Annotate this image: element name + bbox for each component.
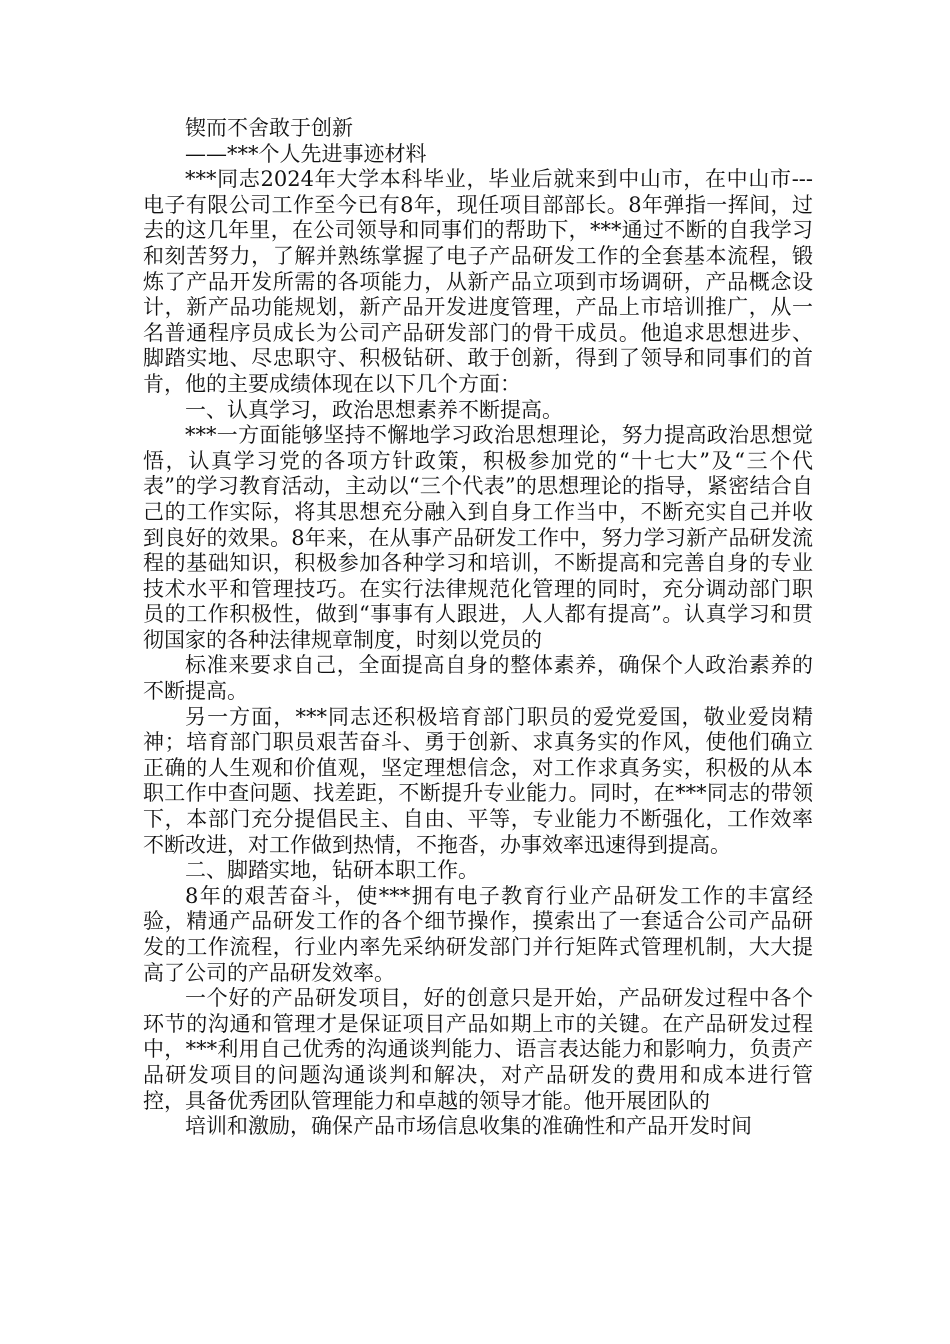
- document-title: 锲而不舍敢于创新: [185, 116, 353, 140]
- paragraph: 培训和激励，确保产品市场信息收集的准确性和产品开发时间: [185, 1114, 752, 1139]
- document-subtitle: ——***个人先进事迹材料: [185, 141, 427, 166]
- paragraph: ***同志2024年大学本科毕业，毕业后就来到中山市，在中山市---电子有限公司工作至今已有8年，现任项目部部长。8年弹指一挥间，过去的这几年里，在公司领导和同事们的帮助下，***通过不断的自我学习和刻苦努力，了解并熟练掌握了电子产品研发工作的全套基本流程，锻炼了产品开发所需的各项能力，从新产品立项到市场调研，产品概念设计，新产品功能规划，新产品开发进度管理，产品上市培训推广，从一名普通程序员成长为公司产品研发部门的骨干成员。他追求思想进步、脚踏实地、尽忠职守、积极钻研、敢于创新，得到了领导和同事们的首肯，他的主要成绩体现在以下几个方面：: [143, 167, 813, 396]
- paragraph: 8年的艰苦奋斗，使***拥有电子教育行业产品研发工作的丰富经验，精通产品研发工作的各个细节操作，摸索出了一套适合公司产品研发的工作流程，行业内率先采纳研发部门并行矩阵式管理机制，大大提高了公司的产品研发效率。: [143, 883, 813, 985]
- paragraph: ***一方面能够坚持不懈地学习政治思想理论，努力提高政治思想觉悟，认真学习党的各项方针政策，积极参加党的“十七大”及“三个代表”的学习教育活动，主动以“三个代表”的思想理论的指导，紧密结合自己的工作实际，将其思想充分融入到自身工作当中，不断充实自己并收到良好的效果。8年来，在从事产品研发工作中，努力学习新产品研发流程的基础知识，积极参加各种学习和培训，不断提高和完善自身的专业技术水平和管理技巧。在实行法律规范化管理的同时，充分调动部门职员的工作积极性，做到“事事有人跟进，人人都有提高”。认真学习和贯彻国家的各种法律规章制度，时刻以党员的: [143, 423, 813, 652]
- paragraph: 标准来要求自己，全面提高自身的整体素养，确保个人政治素养的不断提高。: [143, 653, 813, 704]
- section-heading: 二、脚踏实地，钻研本职工作。: [185, 858, 479, 883]
- section-heading: 一、认真学习，政治思想素养不断提高。: [185, 397, 563, 422]
- paragraph: 一个好的产品研发项目，好的创意只是开始，产品研发过程中各个环节的沟通和管理才是保证项目产品如期上市的关键。在产品研发过程中，***利用自己优秀的沟通谈判能力、语言表达能力和影响力，负责产品研发项目的问题沟通谈判和解决，对产品研发的费用和成本进行管控，具备优秀团队管理能力和卓越的领导才能。他开展团队的: [143, 986, 813, 1113]
- paragraph: 另一方面，***同志还积极培育部门职员的爱党爱国，敬业爱岗精神；培育部门职员艰苦奋斗、勇于创新、求真务实的作风，使他们确立正确的人生观和价值观，坚定理想信念，对工作求真务实，积极的从本职工作中查问题、找差距，不断提升专业能力。同时，在***同志的带领下，本部门充分提倡民主、自由、平等，专业能力不断强化，工作效率不断改进，对工作做到热情，不拖沓，办事效率迅速得到提高。: [143, 704, 813, 857]
- document-body: [143, 116, 813, 1140]
